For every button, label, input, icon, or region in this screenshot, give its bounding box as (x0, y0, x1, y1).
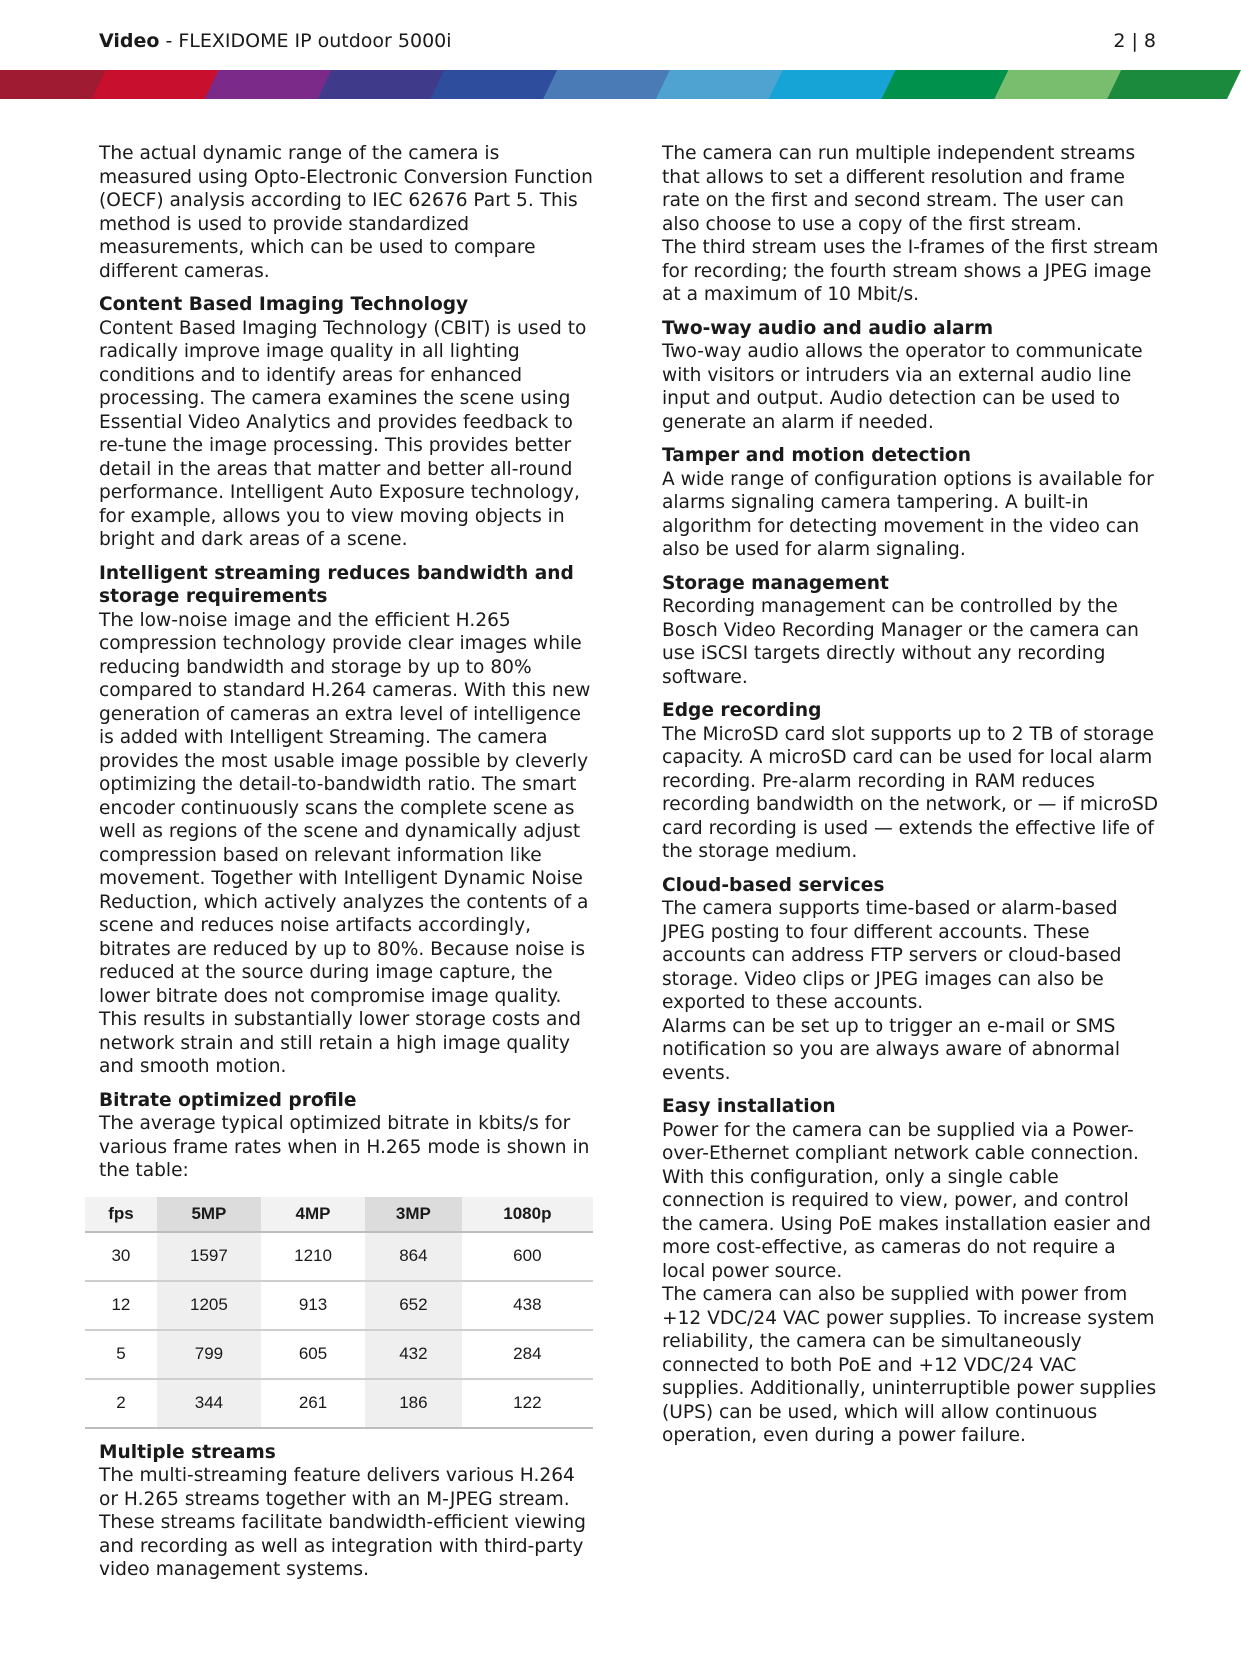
tamper-section (662, 444, 1162, 562)
tamper-text: A wide range of configuration options is available for alarms signaling camera tampering. A built-in algorithm for detecting movement in the video can also be used for alarm signaling. (662, 468, 1154, 560)
product-name: - FLEXIDOME IP outdoor 5000i (159, 30, 452, 52)
table-cell: 2 (85, 1379, 157, 1428)
storage-text: Recording management can be controlled by the Bosch Video Recording Manager or the camera can use iSCSI targets directly without any recording software. (662, 596, 1139, 688)
multiple-streams-section (99, 1441, 594, 1582)
bitrate-text: The average typical optimized bitrate in kbits/s for various frame rates when in H.265 mode is shown in the table: (99, 1113, 590, 1181)
installation-text-2: The camera can also be supplied with power from +12 VDC/24 VAC power supplies. To increase system reliability, the camera can be simultaneously connected to both PoE and +12 VDC/24 VAC supplies. Additionally, uninterruptible power supplies (UPS) can be used, which will allow continuous operation, even during a power failure. (662, 1284, 1157, 1446)
storage-section (662, 572, 1162, 690)
table-cell: 600 (462, 1232, 593, 1281)
streams-continued-text-2: The third stream uses the I-frames of the first stream for recording; the fourth stream shows a JPEG image at a maximum of 10 Mbit/s. (662, 237, 1159, 305)
table-row (85, 1281, 593, 1330)
column-header-1080p: 1080p (462, 1197, 593, 1232)
audio-heading: Two-way audio and audio alarm (662, 317, 994, 339)
intro-text: The actual dynamic range of the camera is measured using Opto-Electronic Conversion Function (OECF) analysis according to IEC 62676 Part 5. This method is used to provide standardized measurements, which can be used to compare different cameras. (99, 143, 593, 282)
cbit-text: Content Based Imaging Technology (CBIT) is used to radically improve image quality in all lighting conditions and to identify areas for enhanced processing. The camera examines the scene using Essential Video Analytics and provides feedback to re-tune the image processing. This provides better detail in the areas that matter and better all-round performance. Intelligent Auto Exposure technology, for example, allows you to view moving objects in bright and dark areas of a scene. (99, 317, 587, 550)
multiple-streams-heading: Multiple streams (99, 1441, 276, 1463)
cloud-text-1: The camera supports time-based or alarm-based JPEG posting to four different accounts. These accounts can address FTP servers or cloud-based storage. Video clips or JPEG images can also be exported to these accounts. (662, 898, 1122, 1013)
table-row (85, 1232, 593, 1281)
storage-heading: Storage management (662, 572, 889, 594)
table-header-row (85, 1197, 593, 1232)
table-cell: 261 (261, 1379, 365, 1428)
document-title (99, 30, 452, 52)
audio-section (662, 317, 1162, 435)
streaming-section (99, 562, 594, 1079)
table-row (85, 1379, 593, 1428)
page-header (99, 26, 1156, 56)
table-cell: 438 (462, 1281, 593, 1330)
cbit-section (99, 293, 594, 552)
multiple-streams-text: The multi-streaming feature delivers various H.264 or H.265 streams together with an M-JPEG stream. These streams facilitate bandwidth-efficient viewing and recording as well as integration with third-party video management systems. (99, 1465, 586, 1580)
brand-color-band (0, 70, 1241, 99)
page-number: 2 | 8 (1113, 30, 1156, 52)
bitrate-heading: Bitrate optimized profile (99, 1089, 357, 1111)
table-cell: 1597 (157, 1232, 261, 1281)
audio-text: Two-way audio allows the operator to communicate with visitors or intruders via an external audio line input and output. Audio detection can be used to generate an alarm if needed. (662, 341, 1143, 433)
table-cell: 432 (365, 1330, 462, 1379)
streaming-heading: Intelligent streaming reduces bandwidth and storage requirements (99, 562, 574, 607)
streams-continued-text-1: The camera can run multiple independent streams that allows to set a different resolution and frame rate on the first and second stream. The user can also choose to use a copy of the first stream. (662, 143, 1136, 235)
table-cell: 913 (261, 1281, 365, 1330)
table-cell: 1205 (157, 1281, 261, 1330)
column-header-fps: fps (85, 1197, 157, 1232)
edge-recording-text: The MicroSD card slot supports up to 2 TB of storage capacity. A microSD card can be used for local alarm recording. Pre-alarm recording in RAM reduces recording bandwidth on the network, or — if microSD card recording is used — extends the effective life of the storage medium. (662, 723, 1159, 862)
band-segment (1107, 70, 1241, 99)
table-row (85, 1330, 593, 1379)
section-name: Video (99, 30, 160, 52)
edge-recording-heading: Edge recording (662, 700, 822, 721)
tamper-heading: Tamper and motion detection (662, 445, 971, 466)
intro-section (99, 142, 594, 283)
table-cell: 186 (365, 1379, 462, 1428)
table-cell: 284 (462, 1330, 593, 1379)
installation-text-1: Power for the camera can be supplied via a Power-over-Ethernet compliant network cable connection. With this configuration, only a single cable connection is required to view, power, and control the camera. Using PoE makes installation easier and more cost-effective, as cameras do not require a local power source. (662, 1119, 1151, 1282)
table-cell: 344 (157, 1379, 261, 1428)
table-cell: 799 (157, 1330, 261, 1379)
table-cell: 122 (462, 1379, 593, 1428)
streaming-text: The low-noise image and the efficient H.265 compression technology provide clear images while reducing bandwidth and storage by up to 80% compared to standard H.264 cameras. With this new generation of cameras an extra level of intelligence is added with Intelligent Streaming. The camera provides the most usable image possible by cleverly optimizing the detail-to-bandwidth ratio. The smart encoder continuously scans the complete scene as well as regions of the scene and dynamically adjust compression based on relevant information like movement. Together with Intelligent Dynamic Noise Reduction, which actively analyzes the contents of a scene and reduces noise artifacts accordingly, bitrates are reduced by up to 80%. Because noise is reduced at the source during image capture, the lower bitrate does not compromise image quality. This results in substantially lower storage costs and network strain and still retain a high image quality and smooth motion. (99, 609, 591, 1077)
bitrate-table (85, 1197, 593, 1429)
column-header-5mp: 5MP (157, 1197, 261, 1232)
table-cell: 1210 (261, 1232, 365, 1281)
installation-section (662, 1095, 1162, 1448)
bitrate-section (99, 1089, 594, 1183)
installation-heading: Easy installation (662, 1096, 836, 1117)
table-cell: 864 (365, 1232, 462, 1281)
right-column (662, 142, 1162, 1458)
cloud-section (662, 874, 1162, 1086)
cbit-heading: Content Based Imaging Technology (99, 294, 469, 315)
table-cell: 30 (85, 1232, 157, 1281)
table-cell: 605 (261, 1330, 365, 1379)
column-header-3mp: 3MP (365, 1197, 462, 1232)
left-column (99, 142, 594, 1592)
streams-continued-section (662, 142, 1162, 307)
column-header-4mp: 4MP (261, 1197, 365, 1232)
table-cell: 12 (85, 1281, 157, 1330)
edge-recording-section (662, 699, 1162, 864)
table-cell: 652 (365, 1281, 462, 1330)
cloud-text-2: Alarms can be set up to trigger an e-mail or SMS notification so you are always aware of abnormal events. (662, 1015, 1121, 1084)
table-cell: 5 (85, 1330, 157, 1379)
cloud-heading: Cloud-based services (662, 874, 885, 896)
